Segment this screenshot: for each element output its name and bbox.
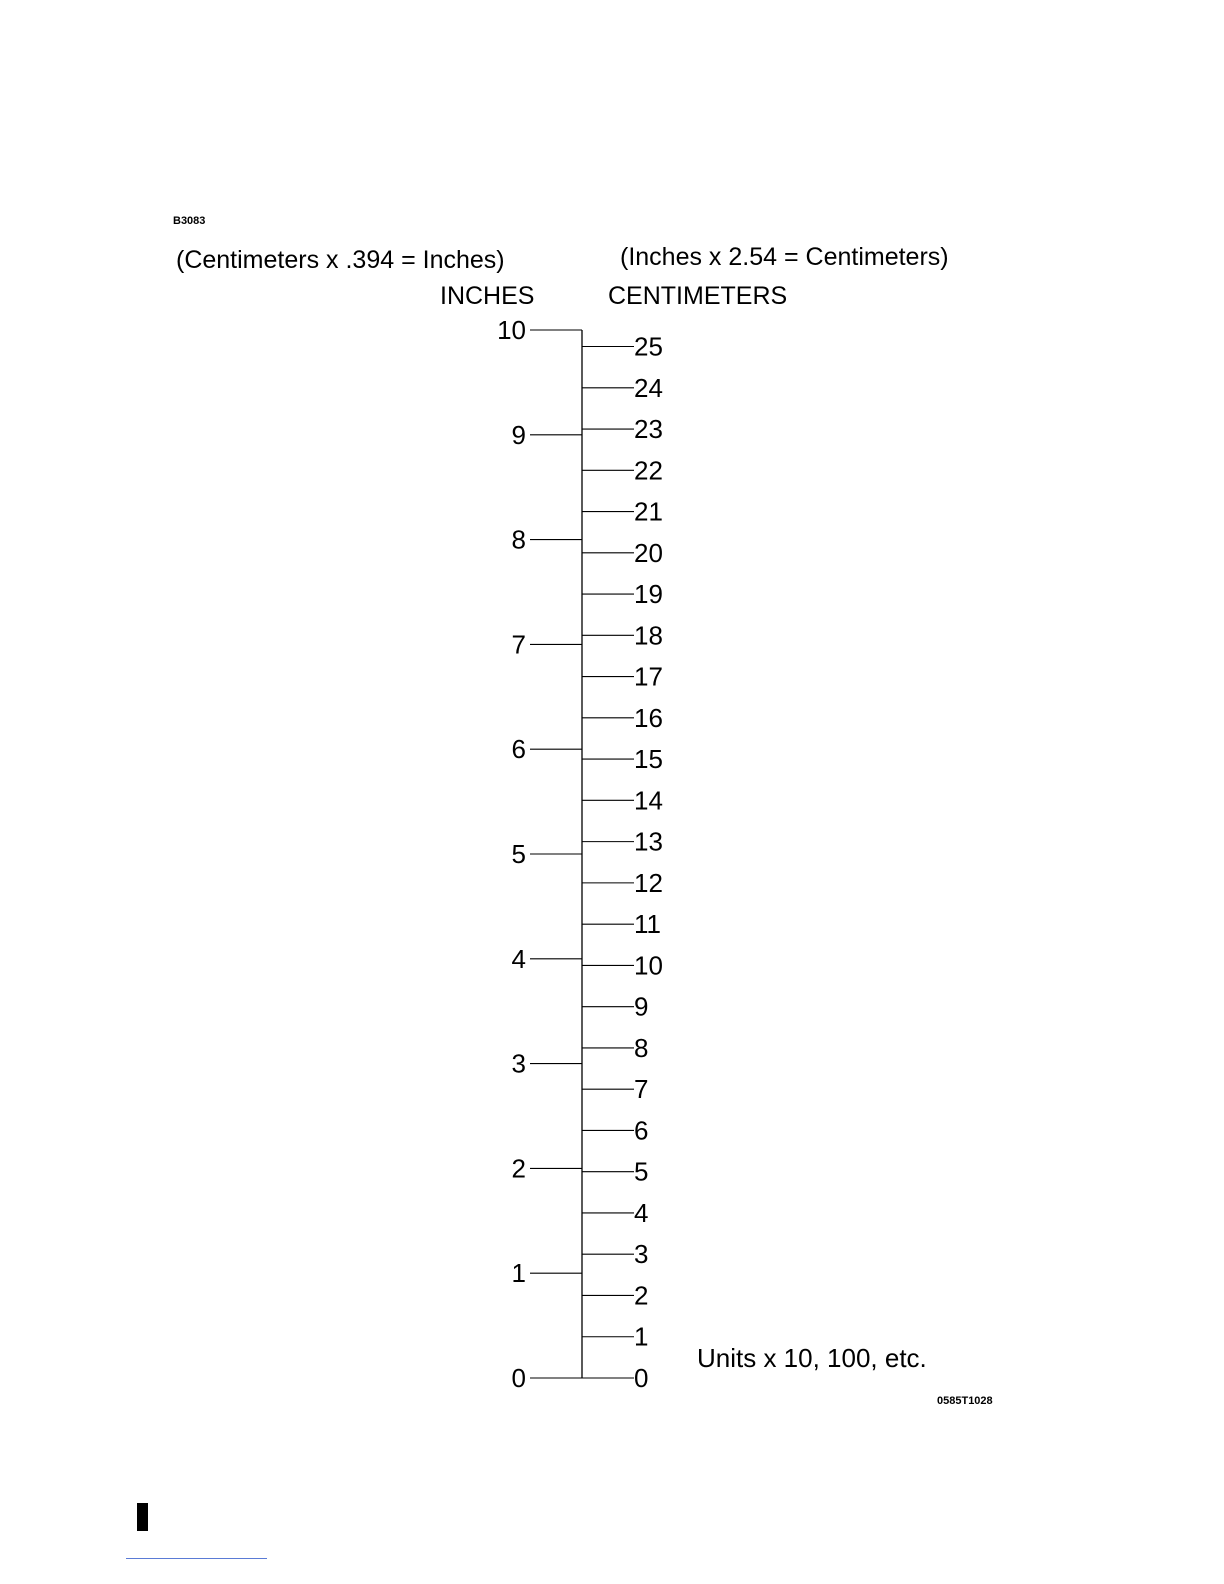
cm-ticks (582, 332, 663, 1393)
figure-code: 0585T1028 (937, 1395, 993, 1407)
cm-label-4: 4 (634, 1197, 649, 1228)
inch-label-9: 9 (511, 419, 526, 450)
cm-label-22: 22 (634, 455, 663, 486)
inch-ticks (497, 315, 582, 1393)
inch-label-4: 4 (511, 943, 526, 974)
cm-label-2: 2 (634, 1280, 649, 1311)
figure-id: B3083 (173, 215, 206, 227)
cm-label-3: 3 (634, 1239, 649, 1270)
formula-inches-to-cm: (Inches x 2.54 = Centimeters) (620, 243, 949, 271)
cm-label-13: 13 (634, 826, 663, 857)
cm-label-8: 8 (634, 1032, 649, 1063)
cm-label-21: 21 (634, 496, 663, 527)
cm-label-9: 9 (634, 991, 649, 1022)
cm-label-7: 7 (634, 1074, 649, 1105)
inch-label-2: 2 (511, 1153, 526, 1184)
cm-label-24: 24 (634, 372, 663, 403)
cm-label-18: 18 (634, 620, 663, 651)
cm-label-17: 17 (634, 661, 663, 692)
formula-cm-to-inches: (Centimeters x .394 = Inches) (176, 246, 505, 274)
cm-label-10: 10 (634, 950, 663, 981)
cm-label-19: 19 (634, 579, 663, 610)
cm-label-11: 11 (634, 909, 661, 940)
inch-label-5: 5 (511, 839, 526, 869)
margin-mark (137, 1503, 148, 1531)
centimeters-header: CENTIMETERS (608, 282, 788, 310)
inches-header: INCHES (440, 282, 535, 310)
cm-label-14: 14 (634, 785, 663, 816)
cm-label-0: 0 (634, 1363, 649, 1393)
inch-label-10: 10 (497, 315, 526, 345)
cm-label-6: 6 (634, 1115, 649, 1146)
inch-label-7: 7 (511, 629, 526, 660)
cm-label-23: 23 (634, 414, 663, 445)
units-note: Units x 10, 100, etc. (697, 1343, 927, 1373)
cm-label-5: 5 (634, 1156, 649, 1187)
inch-label-8: 8 (511, 524, 526, 555)
inch-label-6: 6 (511, 734, 526, 765)
cm-label-25: 25 (634, 331, 663, 362)
cm-label-20: 20 (634, 537, 663, 568)
cm-label-15: 15 (634, 744, 663, 775)
footer-rule (126, 1558, 267, 1559)
inch-label-1: 1 (511, 1258, 526, 1289)
inch-label-3: 3 (511, 1048, 526, 1079)
cm-label-12: 12 (634, 867, 663, 898)
cm-label-16: 16 (634, 702, 663, 733)
cm-label-1: 1 (634, 1321, 649, 1352)
inch-label-0: 0 (511, 1363, 526, 1393)
